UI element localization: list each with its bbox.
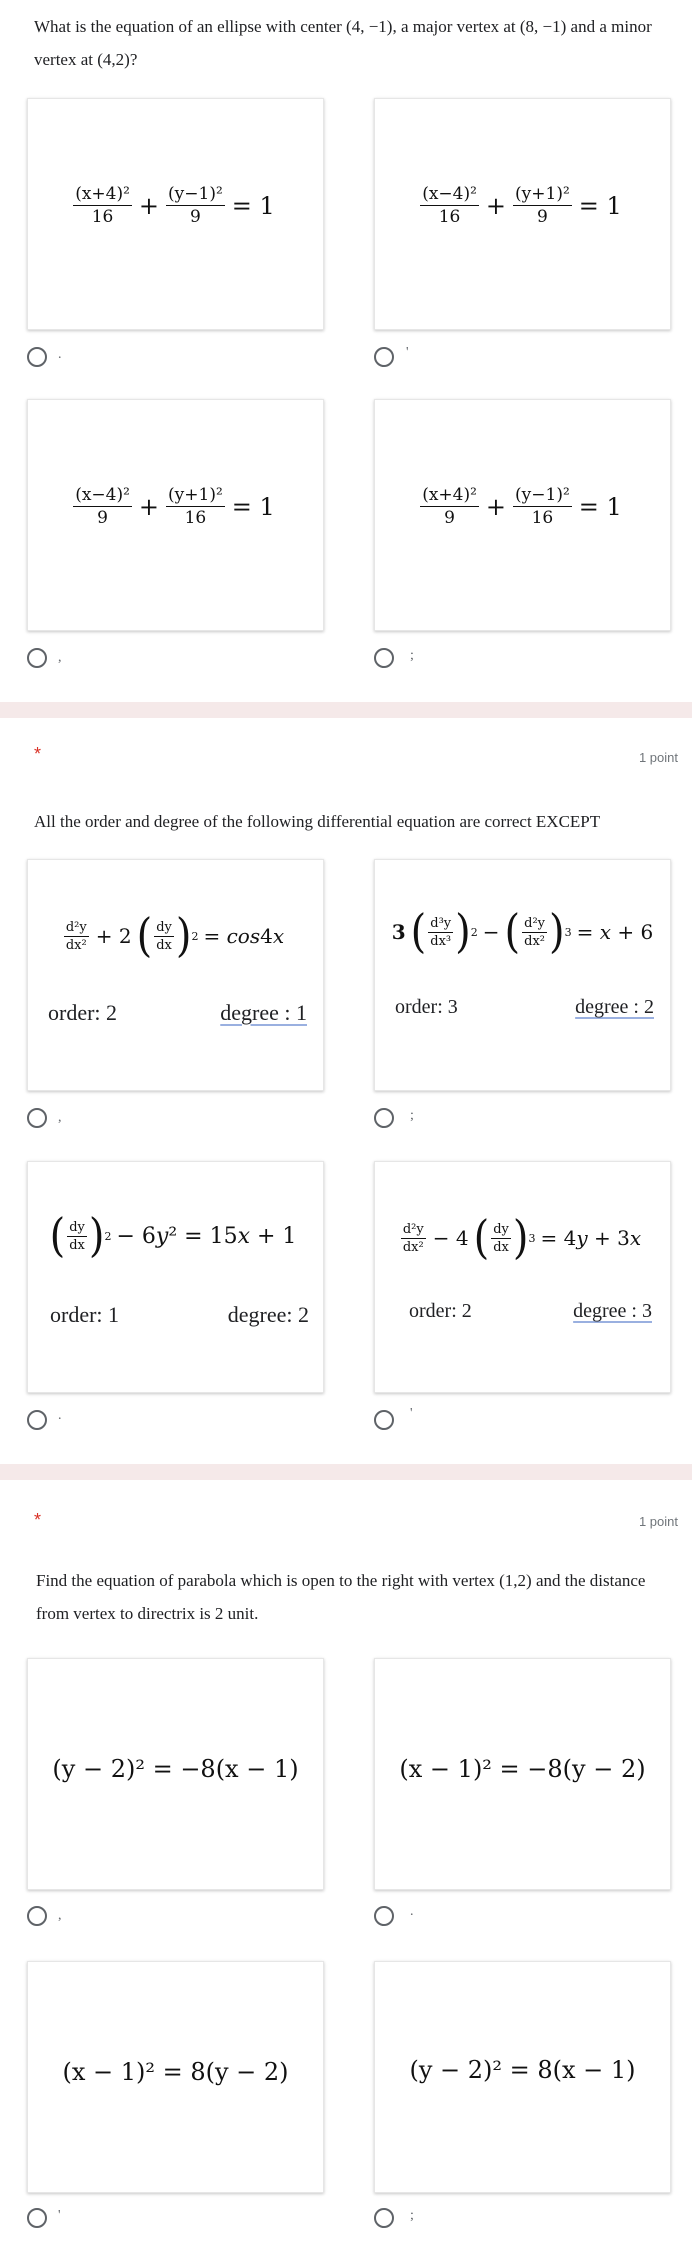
radio-button[interactable] (374, 1906, 394, 1926)
question-card-1 (0, 0, 692, 702)
option-marker: ; (410, 1108, 414, 1123)
equation: ( $\frac{dy}{dx}$ ) 2 − 6y² = 15x + 1 (49, 1209, 297, 1263)
order-label: order: 2 (409, 1300, 472, 1322)
question-card-3 (0, 1480, 692, 2268)
radio-button[interactable] (374, 2208, 394, 2228)
question-card-2 (0, 718, 692, 1464)
order-degree-row (395, 996, 654, 1019)
radio-button[interactable] (374, 1108, 394, 1128)
question-text: Find the equation of parabola which is open to the right with vertex (1,2) and the distance from vertex to directrix is 2 unit. (36, 1571, 646, 1623)
points-label: 1 point (638, 750, 678, 765)
option-image-d[interactable] (374, 1961, 671, 2193)
option-marker: ' (58, 2208, 61, 2223)
equation: $\frac{\text{d²y}}{\text{dx²}}$ − 4 ( $\frac{dy}{dx}$ ) 3 = 4y + 3x (402, 1211, 642, 1265)
equation: 3 ( $\frac{\text{d³y}}{\text{dx³}}$ ) 2 − ( $\frac{\text{d²y}}{\text{dx²}}$ ) 3 = x + 6 (391, 905, 654, 959)
order-degree-row (409, 1300, 652, 1323)
option-image-c[interactable] (27, 399, 324, 631)
radio-button[interactable] (374, 648, 394, 668)
radio-button[interactable] (27, 1410, 47, 1430)
option-image-d[interactable] (374, 399, 671, 631)
radio-button[interactable] (27, 648, 47, 668)
equation: (x − 1)² = 8(y − 2) (62, 2058, 289, 2086)
option-image-d[interactable] (374, 1161, 671, 1393)
option-marker: ' (406, 345, 409, 360)
option-image-a[interactable] (27, 98, 324, 330)
question-text: What is the equation of an ellipse with center (4, −1), a major vertex at (8, −1) and a minor vertex at (4,2)? (34, 17, 652, 69)
option-image-a[interactable] (27, 1658, 324, 1890)
option-marker: . (58, 347, 62, 362)
required-asterisk: * (34, 1510, 42, 1530)
radio-button[interactable] (27, 1906, 47, 1926)
order-degree-row (48, 1000, 307, 1026)
radio-button[interactable] (27, 2208, 47, 2228)
radio-button[interactable] (374, 1410, 394, 1430)
required-asterisk: * (34, 744, 42, 764)
equation: (y − 2)² = −8(x − 1) (52, 1755, 299, 1783)
equation: (y − 2)² = 8(x − 1) (409, 2056, 636, 2084)
equation: $\frac{\text{d²y}}{\text{dx²}}$ + 2 ( $\frac{dy}{dx}$ ) 2 = cos4x (65, 909, 285, 963)
equation: $\frac{\text{(x+4)²}}{9}$ + $\frac{\text{(y−1)²}}{16}$ = 1 (422, 485, 622, 528)
option-marker: ' (410, 1406, 413, 1421)
option-marker: , (58, 650, 62, 665)
option-image-b[interactable] (374, 1658, 671, 1890)
question-text: All the order and degree of the following differential equation are correct EXCEPT (34, 812, 601, 831)
order-degree-row (50, 1302, 309, 1328)
points-label: 1 point (638, 1514, 678, 1529)
radio-button[interactable] (27, 347, 47, 367)
equation: $\frac{\text{(x−4)²}}{16}$ + $\frac{\text{(y+1)²}}{9}$ = 1 (422, 184, 622, 227)
option-marker: , (58, 1110, 62, 1125)
degree-label: degree: 2 (227, 1302, 309, 1327)
equation: $\frac{\text{(x−4)²}}{9}$ + $\frac{\text{(y+1)²}}{16}$ = 1 (75, 485, 275, 528)
radio-button[interactable] (27, 1108, 47, 1128)
order-label: order: 1 (50, 1302, 120, 1327)
equation: $\frac{\text{(x+4)²}}{16}$ + $\frac{\text{(y−1)²}}{9}$ = 1 (75, 184, 275, 227)
option-image-b[interactable] (374, 859, 671, 1091)
degree-label: degree : 1 (220, 1000, 307, 1025)
radio-button[interactable] (374, 347, 394, 367)
option-image-b[interactable] (374, 98, 671, 330)
option-marker: ; (410, 648, 414, 663)
order-label: order: 2 (48, 1000, 118, 1025)
option-image-a[interactable] (27, 859, 324, 1091)
option-marker: ; (410, 2208, 414, 2223)
option-marker: , (58, 1908, 62, 1923)
option-marker: . (410, 1904, 414, 1919)
degree-label: degree : 3 (573, 1300, 652, 1322)
order-label: order: 3 (395, 996, 458, 1018)
option-image-c[interactable] (27, 1961, 324, 2193)
equation: (x − 1)² = −8(y − 2) (399, 1755, 646, 1783)
option-marker: . (58, 1408, 62, 1423)
degree-label: degree : 2 (575, 996, 654, 1018)
option-image-c[interactable] (27, 1161, 324, 1393)
